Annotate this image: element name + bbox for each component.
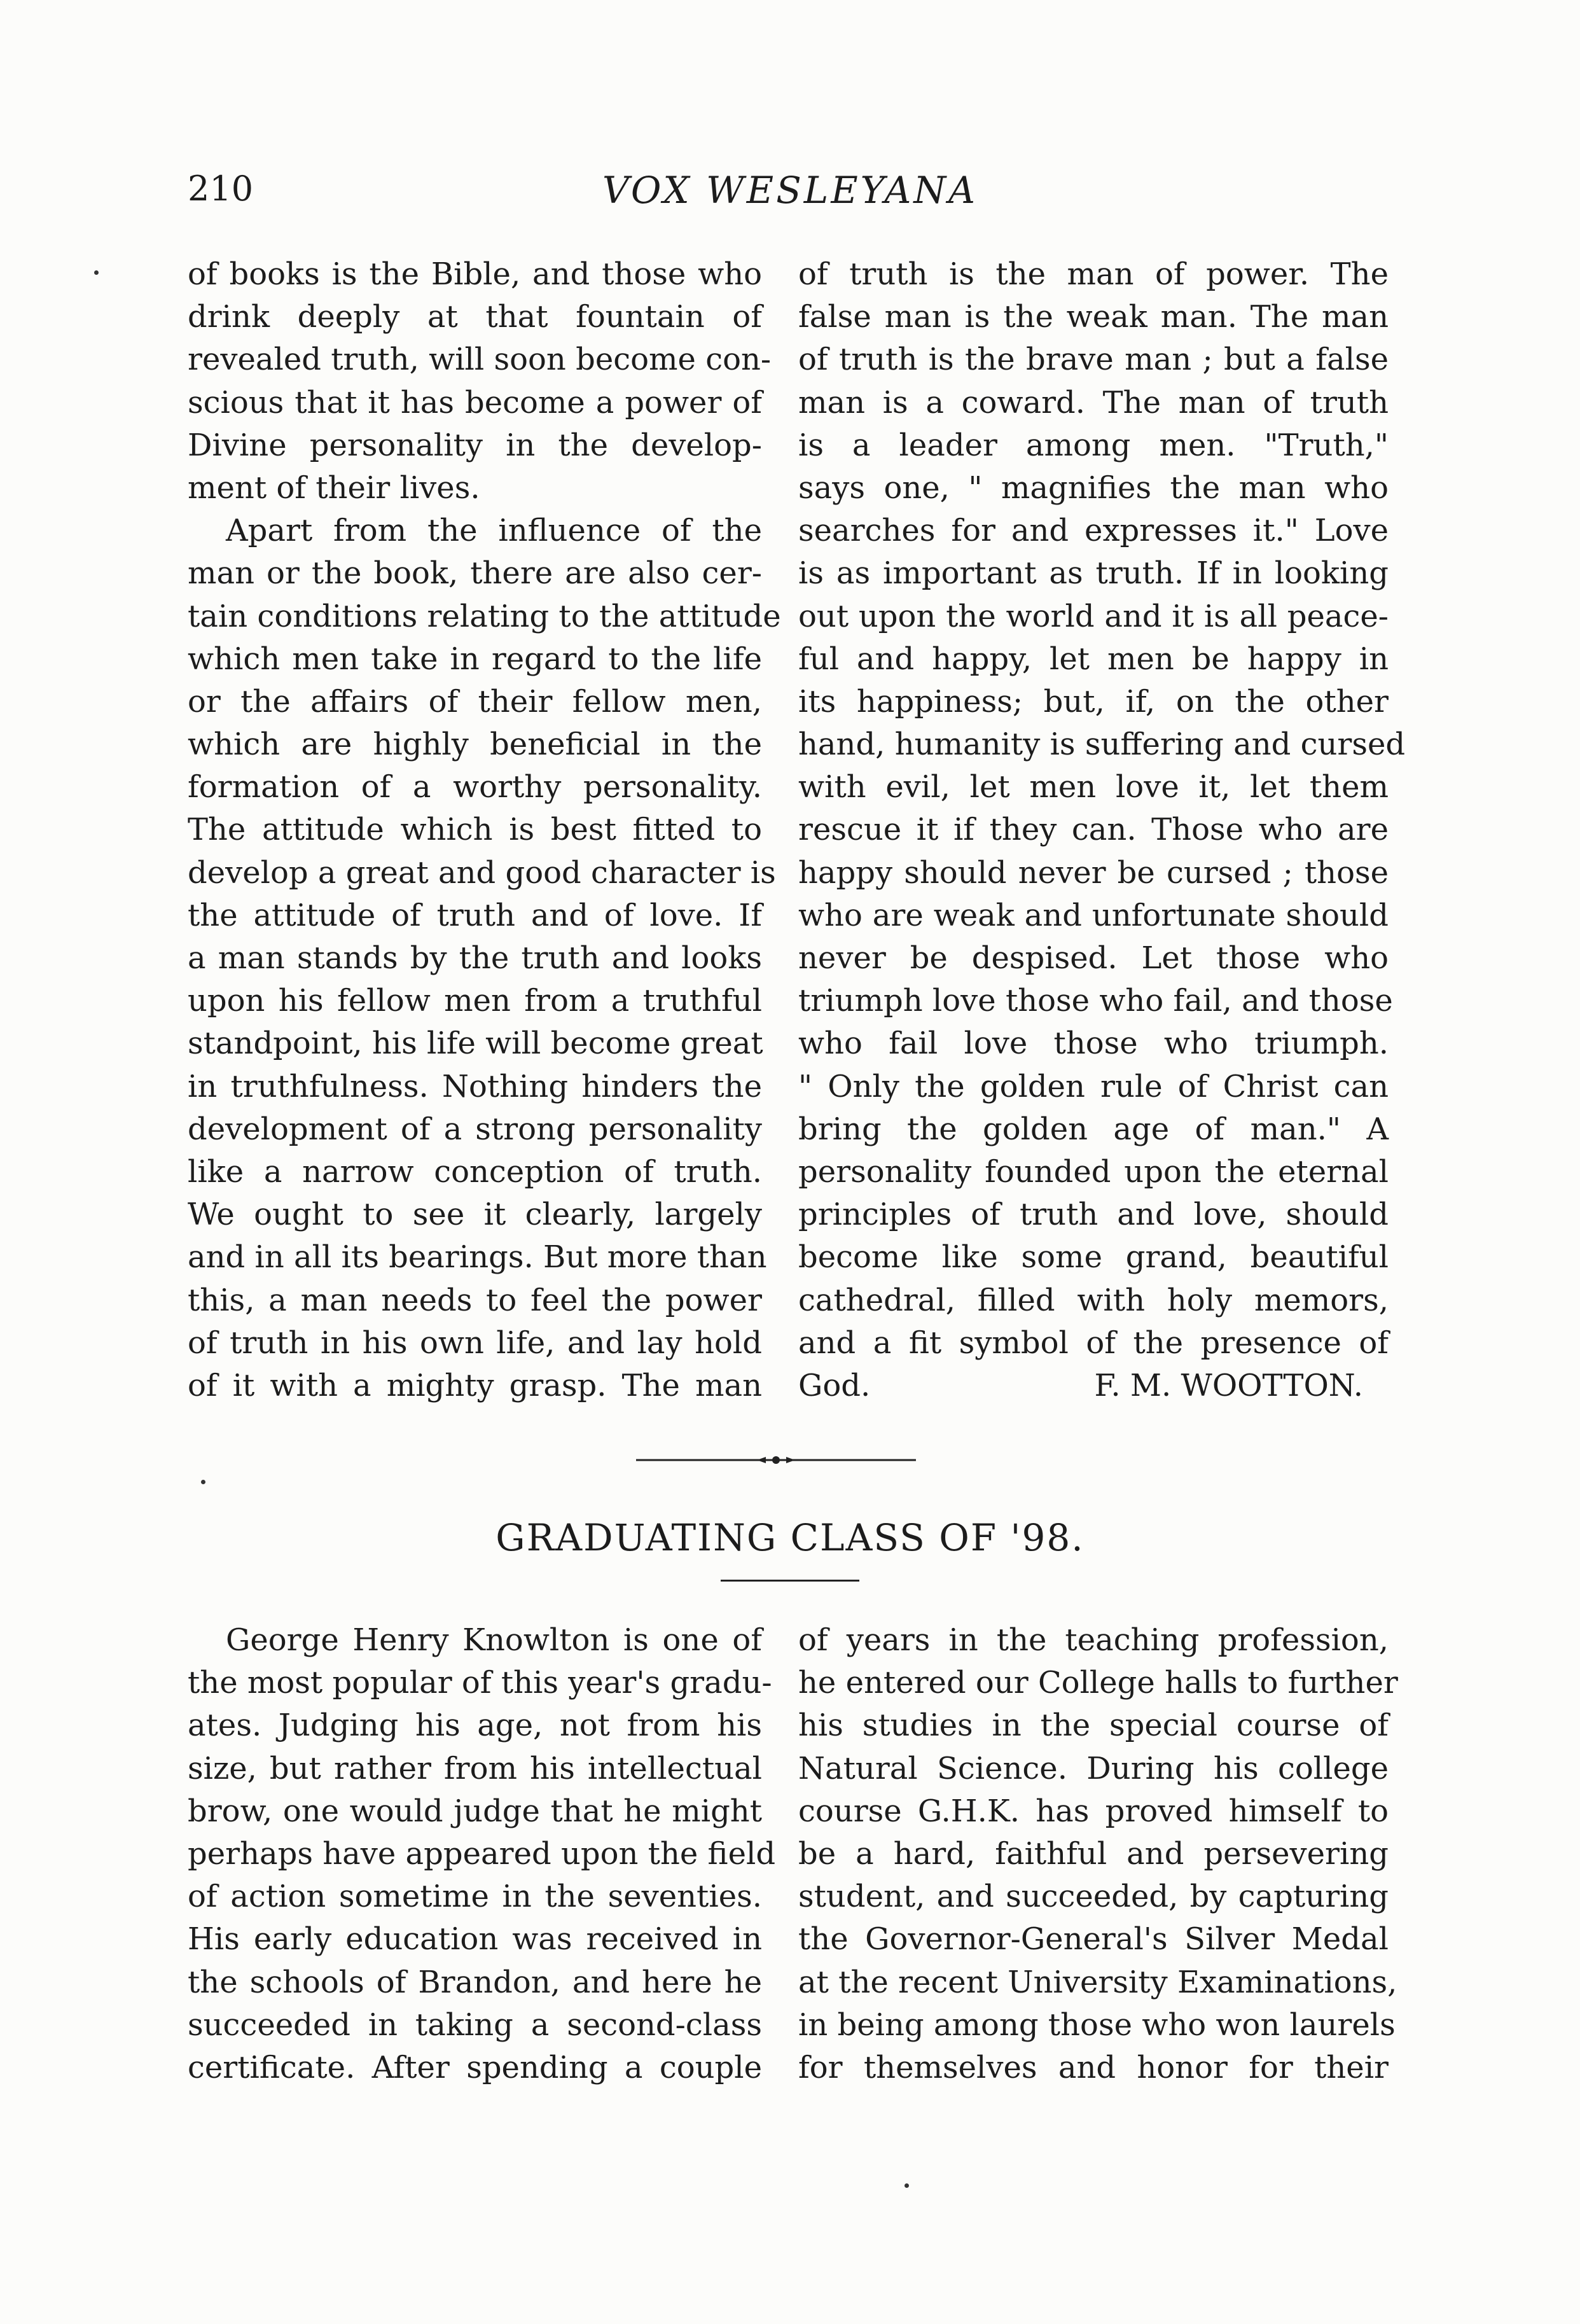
text-line: is as important as truth. If in looking: [798, 555, 1389, 592]
text-line: His early education was received in: [188, 1921, 762, 1958]
author-signature: F. M. WOOTTON.: [1094, 1367, 1363, 1403]
text-line: Apart from the influence of the: [226, 513, 762, 549]
text-line: false man is the weak man. The man: [798, 299, 1389, 335]
text-line: hand, humanity is suffering and cursed: [798, 727, 1406, 763]
text-line: rescue it if they can. Those who are: [798, 812, 1389, 848]
text-line: develop a great and good character is: [188, 854, 776, 891]
text-line: of truth is the man of power. The: [798, 256, 1389, 292]
text-line: like a narrow conception of truth.: [188, 1153, 762, 1190]
article2-column-left: [188, 1619, 776, 2089]
text-line: We ought to see it clearly, largely: [188, 1197, 762, 1233]
text-line: standpoint, his life will become great: [188, 1026, 763, 1062]
text-line: personality founded upon the eternal: [798, 1153, 1389, 1190]
text-line: out upon the world and it is all peace-: [798, 598, 1389, 634]
text-line: course G.H.K. has proved himself to: [798, 1793, 1389, 1829]
text-line: man or the book, there are also cer-: [188, 555, 762, 592]
text-line: which are highly beneficial in the: [188, 727, 762, 763]
article1-column-left: [188, 253, 781, 1407]
text-line: cathedral, filled with holy memors,: [798, 1282, 1389, 1318]
text-line: says one, " magnifies the man who: [798, 470, 1389, 506]
text-line: in truthfulness. Nothing hinders the: [188, 1068, 762, 1104]
text-line: student, and succeeded, by capturing: [798, 1879, 1389, 1915]
signature-line: [798, 1365, 1389, 1407]
text-line: Natural Science. During his college: [798, 1750, 1389, 1786]
text-line: the most popular of this year's gradu-: [188, 1665, 772, 1701]
text-line: at the recent University Examinations,: [798, 1964, 1397, 2000]
text-line: which men take in regard to the life: [188, 641, 762, 677]
text-line: searches for and expresses it." Love: [798, 513, 1389, 549]
text-line: and a fit symbol of the presence of: [798, 1325, 1389, 1361]
section-heading: GRADUATING CLASS OF '98.: [495, 1516, 1085, 1559]
text-line: perhaps have appeared upon the field: [188, 1835, 776, 1872]
text-line: ates. Judging his age, not from his: [188, 1708, 762, 1744]
text-line: this, a man needs to feel the power: [188, 1282, 762, 1318]
ornamental-divider: [636, 1452, 916, 1468]
text-line: development of a strong personality: [188, 1111, 762, 1147]
text-line: be a hard, faithful and persevering: [798, 1835, 1389, 1872]
text-line: ment of their lives.: [188, 470, 480, 506]
text-line: the attitude of truth and of love. If: [188, 897, 762, 933]
text-line: of action sometime in the seventies.: [188, 1879, 762, 1915]
text-line: the schools of Brandon, and here he: [188, 1964, 762, 2000]
text-line: triumph love those who fail, and those: [798, 983, 1393, 1019]
text-line: ful and happy, let men be happy in: [798, 641, 1389, 677]
text-line: succeeded in taking a second-class: [188, 2007, 762, 2043]
text-line: The attitude which is best fitted to: [188, 812, 762, 848]
text-line: of years in the teaching profession,: [798, 1622, 1389, 1658]
text-line: with evil, let men love it, let them: [798, 769, 1389, 805]
text-line: George Henry Knowlton is one of: [226, 1622, 762, 1658]
text-line: of it with a mighty grasp. The man: [188, 1367, 762, 1403]
article1-column-right: [798, 253, 1406, 1407]
text-line: happy should never be cursed ; those: [798, 854, 1389, 891]
running-header: [0, 169, 1580, 226]
text-line: he entered our College halls to further: [798, 1665, 1398, 1701]
text-line: bring the golden age of man." A: [798, 1111, 1389, 1147]
text-line: principles of truth and love, should: [798, 1197, 1389, 1233]
heading-underline: [721, 1580, 859, 1582]
text-line: the Governor-General's Silver Medal: [798, 1921, 1389, 1958]
text-line: or the affairs of their fellow men,: [188, 683, 762, 720]
text-line: is a leader among men. "Truth,": [798, 427, 1389, 463]
text-line: who fail love those who triumph.: [798, 1026, 1389, 1062]
article2-column-right: [798, 1619, 1398, 2089]
text-line: in being among those who won laurels: [798, 2007, 1396, 2043]
text-line: upon his fellow men from a truthful: [188, 983, 762, 1019]
text-line: man is a coward. The man of truth: [798, 384, 1389, 421]
text-line: certificate. After spending a couple: [188, 2049, 762, 2085]
text-line: its happiness; but, if, on the other: [798, 683, 1389, 720]
text-line: of truth is the brave man ; but a false: [798, 342, 1389, 378]
text-line: Divine personality in the develop-: [188, 427, 762, 463]
text-line: and in all its bearings. But more than: [188, 1239, 767, 1276]
text-line: revealed truth, will soon become con-: [188, 342, 772, 378]
text-line: who are weak and unfortunate should: [798, 897, 1389, 933]
text-line: scious that it has become a power of: [188, 384, 762, 421]
text-line: for themselves and honor for their: [798, 2049, 1389, 2085]
text-line: drink deeply at that fountain of: [188, 299, 762, 335]
text-line: his studies in the special course of: [798, 1708, 1389, 1744]
text-line: of books is the Bible, and those who: [188, 256, 762, 292]
text-line: " Only the golden rule of Christ can: [798, 1068, 1389, 1104]
closing-word: God.: [798, 1367, 871, 1403]
text-line: never be despised. Let those who: [798, 940, 1389, 976]
text-line: size, but rather from his intellectual: [188, 1750, 762, 1786]
page-number: 210: [188, 169, 254, 209]
text-line: tain conditions relating to the attitude: [188, 598, 781, 634]
text-line: brow, one would judge that he might: [188, 1793, 762, 1829]
scan-speck: [904, 2183, 909, 2188]
scan-speck: [94, 270, 99, 275]
text-line: formation of a worthy personality.: [188, 769, 762, 805]
journal-title: VOX WESLEYANA: [602, 169, 978, 212]
text-line: of truth in his own life, and lay hold: [188, 1325, 762, 1361]
text-line: become like some grand, beautiful: [798, 1239, 1389, 1276]
scan-speck: [201, 1480, 205, 1484]
text-line: a man stands by the truth and looks: [188, 940, 762, 976]
